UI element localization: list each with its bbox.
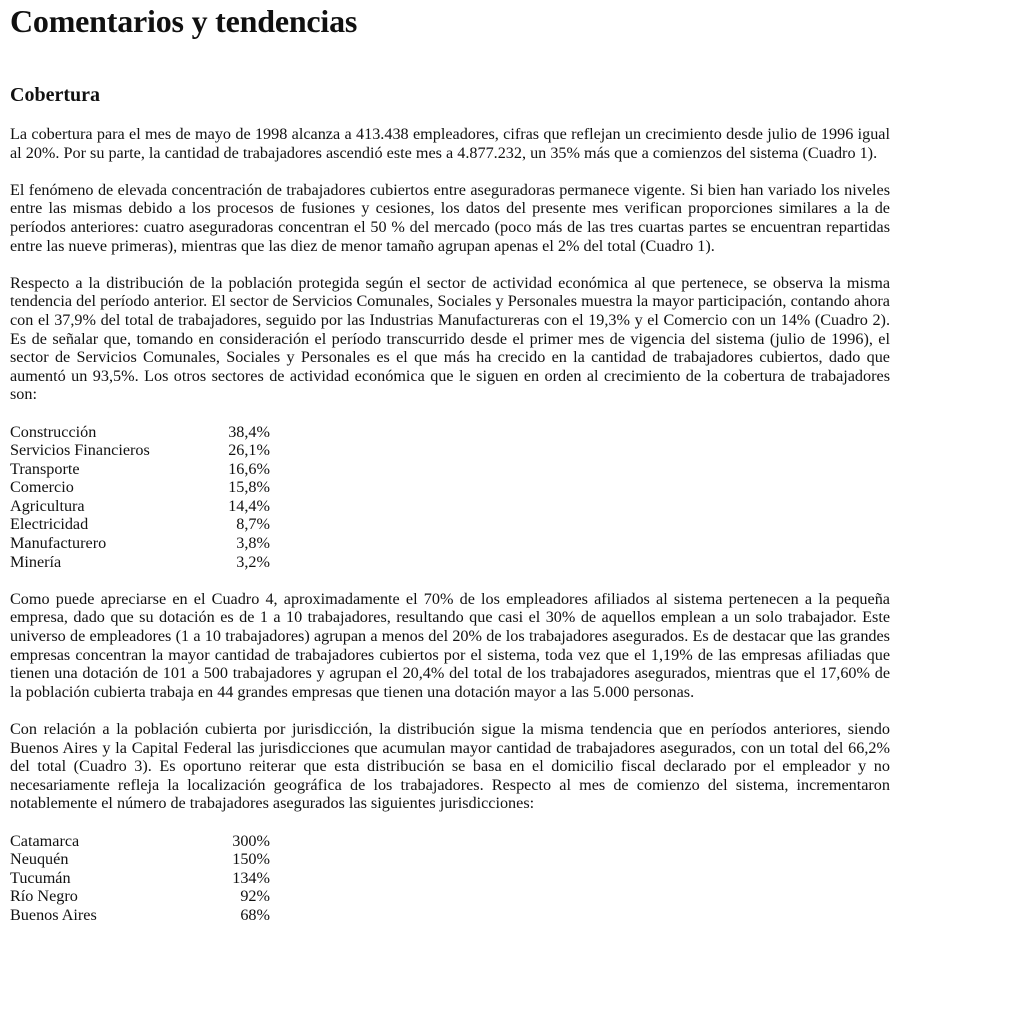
sector-value: 3,2%	[236, 552, 270, 571]
sector-label: Electricidad	[10, 515, 89, 534]
jurisdiction-value: 150%	[232, 850, 270, 869]
table-row	[10, 832, 270, 851]
sector-growth-table	[10, 423, 270, 572]
table-row	[10, 906, 270, 925]
jurisdiction-label: Buenos Aires	[10, 905, 97, 924]
sector-label: Manufacturero	[10, 534, 107, 553]
paragraph: Como puede apreciarse en el Cuadro 4, aproximadamente el 70% de los empleadores afiliados al sistema pertenecen a la pequeña empresa, dado que su dotación es de 1 a 10 trabajadores, resultando que casi el 30% de aquellos emplean a un solo trabajador. Este universo de empleadores (1 a 10 trabajadores) agrupan a menos del 20% de los trabajadores asegurados. Es de destacar que las grandes empresas concentran la mayor cantidad de trabajadores cubiertos por el sistema, toda vez que el 1,19% de las empresas afiliadas que tienen una dotación de 101 a 500 trabajadores y agrupan el 20,4% del total de los trabajadores asegurados, mientras que el 17,60% de la población cubierta trabaja en 44 grandes empresas que tienen una dotación mayor a las 5.000 personas.	[10, 589, 890, 701]
table-row	[10, 553, 270, 572]
table-row	[10, 869, 270, 888]
sector-label: Comercio	[10, 478, 74, 497]
jurisdiction-value: 300%	[232, 831, 270, 850]
table-row	[10, 497, 270, 516]
jurisdiction-value: 134%	[232, 868, 270, 887]
sector-value: 14,4%	[228, 496, 270, 515]
sector-label: Construcción	[10, 422, 97, 441]
document-page	[10, 0, 890, 925]
section-title: Cobertura	[10, 84, 100, 106]
jurisdiction-value: 68%	[240, 905, 270, 924]
table-row	[10, 887, 270, 906]
jurisdiction-label: Río Negro	[10, 887, 78, 906]
sector-value: 15,8%	[228, 478, 270, 497]
paragraph: Con relación a la población cubierta por jurisdicción, la distribución sigue la misma tendencia que en períodos anteriores, siendo Buenos Aires y la Capital Federal las jurisdicciones que acumulan mayor cantidad de trabajadores asegurados, con un total del 66,2% del total (Cuadro 3). Es oportuno reiterar que esta distribución se basa en el domicilio fiscal declarado por el empleador y no necesariamente refleja la localización geográfica de los trabajadores. Respecto al mes de comienzo del sistema, incrementaron notablemente el número de trabajadores asegurados las siguientes jurisdicciones:	[10, 720, 890, 813]
table-row	[10, 460, 270, 479]
sector-label: Agricultura	[10, 496, 85, 515]
paragraph: La cobertura para el mes de mayo de 1998 alcanza a 413.438 empleadores, cifras que reflejan un crecimiento desde julio de 1996 igual al 20%. Por su parte, la cantidad de trabajadores ascendió este mes a 4.877.232, un 35% más que a comienzos del sistema (Cuadro 1).	[10, 125, 890, 162]
table-row	[10, 423, 270, 442]
sector-value: 8,7%	[236, 515, 270, 534]
sector-value: 16,6%	[228, 459, 270, 478]
table-row	[10, 441, 270, 460]
sector-label: Minería	[10, 552, 62, 571]
table-row	[10, 478, 270, 497]
table-row	[10, 850, 270, 869]
jurisdiction-label: Neuquén	[10, 850, 69, 869]
sector-label: Transporte	[10, 459, 80, 478]
jurisdiction-value: 92%	[240, 887, 270, 906]
jurisdiction-growth-table	[10, 832, 270, 925]
table-row	[10, 534, 270, 553]
sector-value: 26,1%	[228, 441, 270, 460]
paragraph: Respecto a la distribución de la población protegida según el sector de actividad económica al que pertenece, se observa la misma tendencia del período anterior. El sector de Servicios Comunales, Sociales y Personales muestra la mayor participación, contando ahora con el 37,9% del total de trabajadores, seguido por las Industrias Manufactureras con el 19,3% y el Comercio con un 14% (Cuadro 2). Es de señalar que, tomando en consideración el período transcurrido desde el primer mes de vigencia del sistema (julio de 1996), el sector de Servicios Comunales, Sociales y Personales es el que más ha crecido en la cantidad de trabajadores cubiertos, dado que aumentó un 93,5%. Los otros sectores de actividad económica que le siguen en orden al crecimiento de la cobertura de trabajadores son:	[10, 273, 890, 404]
sector-value: 3,8%	[236, 534, 270, 553]
jurisdiction-label: Catamarca	[10, 831, 80, 850]
sector-value: 38,4%	[228, 422, 270, 441]
page-title: Comentarios y tendencias	[10, 3, 358, 39]
table-row	[10, 515, 270, 534]
sector-label: Servicios Financieros	[10, 441, 150, 460]
jurisdiction-label: Tucumán	[10, 868, 71, 887]
paragraph: El fenómeno de elevada concentración de trabajadores cubiertos entre aseguradoras permanece vigente. Si bien han variado los niveles entre las mismas debido a los procesos de fusiones y cesiones, los datos del presente mes verifican proporciones similares a la de períodos anteriores: cuatro aseguradoras concentran el 50 % del mercado (poco más de las tres cuartas partes se encuentran repartidas entre las nueve primeras), mientras que las diez de menor tamaño agrupan apenas el 2% del total (Cuadro 1).	[10, 180, 890, 255]
